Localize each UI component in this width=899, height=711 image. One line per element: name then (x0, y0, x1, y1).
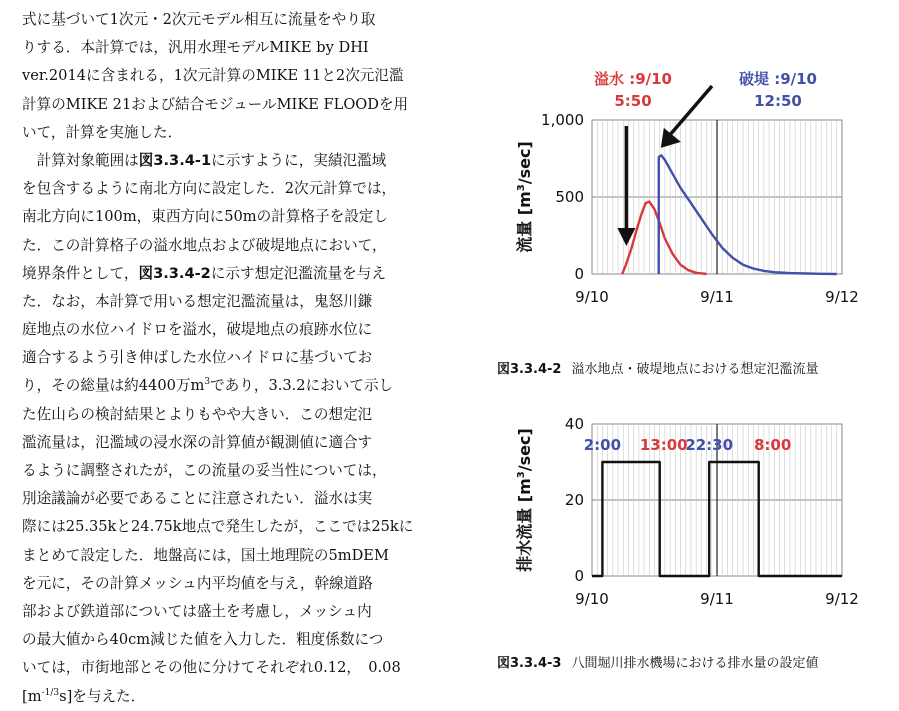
text-span: 庭地点の水位ハイドロを溢水，破堤地点の痕跡水位に (22, 321, 373, 339)
text-line (22, 119, 454, 147)
superscript: -1/3 (41, 687, 60, 698)
figure-reference: 図3.3.4-1 (138, 151, 212, 169)
text-span: s]を与えた． (59, 687, 146, 705)
y-axis-label-sup: 3 (516, 471, 527, 479)
y-axis-label-main: 流量 (515, 215, 534, 253)
text-span: た．なお，本計算で用いる想定氾濫流量は，鬼怒川鎌 (22, 292, 373, 310)
figure-caption-3-3-4-2 (497, 358, 818, 377)
text-span: を元に，その計算メッシュ内平均値を与え，幹線道路 (22, 574, 373, 592)
text-line (22, 542, 454, 570)
text-line (22, 175, 454, 203)
text-span: の最大値から40cm減じた値を入力した．粗度係数につ (22, 631, 384, 649)
text-line (22, 626, 454, 654)
figure-number: 図3.3.4-3 (497, 656, 562, 671)
text-line (22, 344, 454, 372)
text-span: 南北方向に100m，東西方向に50mの計算格子を設定し (22, 208, 388, 226)
y-tick-label: 20 (564, 491, 584, 509)
y-tick-label: 0 (574, 567, 584, 585)
text-span: 計算のMIKE 21および結合モジュールMIKE FLOODを用 (22, 95, 409, 113)
text-span: た．この計算格子の溢水地点および破堤地点において， (22, 236, 387, 254)
overflow-label: 溢水 :9/10 (593, 70, 672, 88)
figure-caption-text: 溢水地点・破堤地点における想定氾濫流量 (571, 362, 819, 377)
y-axis-label-sup: 3 (516, 184, 527, 192)
x-tick-label: 9/11 (700, 590, 734, 608)
text-span: に示す想定氾濫流量を与え (210, 264, 386, 282)
text-span: を包含するように南北方向に設定した．2次元計算では， (22, 180, 397, 198)
text-line (22, 91, 454, 119)
text-span: た佐山らの検討結果とよりもやや大きい．この想定氾 (22, 405, 373, 423)
text-span: 境界条件として， (22, 264, 139, 282)
text-span: まとめて設定した．地盤高には，国土地理院の5mDEM (22, 546, 389, 564)
text-line (22, 372, 454, 400)
text-span: 際には25.35kと24.75k地点で発生したが，ここでは25kに (22, 518, 414, 536)
series-line-2 (659, 155, 837, 274)
text-line (22, 683, 454, 711)
figure-caption-3-3-4-3 (497, 652, 818, 671)
text-line (22, 203, 454, 231)
figure-caption-text: 八間堀川排水機場における排水量の設定値 (571, 656, 819, 671)
series-line-1 (622, 202, 706, 274)
text-line (22, 288, 454, 316)
x-tick-label: 9/10 (575, 590, 609, 608)
text-span: りする．本計算では，汎用水理モデルMIKE by DHI (22, 39, 369, 57)
text-line (22, 485, 454, 513)
time-label: 2:00 (583, 436, 622, 454)
x-tick-label: 9/10 (575, 288, 609, 306)
text-span: 計算対象範囲は (22, 151, 139, 169)
text-span: に示すように，実績氾濫域 (211, 151, 387, 169)
text-line (22, 232, 454, 260)
figure-reference: 図3.3.4-2 (138, 264, 211, 282)
text-line (22, 34, 454, 62)
y-axis-label-main: 排水流量 (515, 502, 534, 572)
y-axis-label-unit-tail: /sec] (515, 141, 534, 185)
body-text (22, 6, 454, 711)
text-line (22, 62, 454, 90)
time-label: 13:00 (639, 436, 688, 454)
text-line (22, 654, 454, 682)
text-span: 式に基づいて1次元・2次元モデル相互に流量をやり取 (22, 11, 376, 28)
text-span: いては，市街地部とその他に分けてそれぞれ0.12， 0.08 (22, 659, 401, 677)
y-axis-label (515, 141, 534, 253)
x-tick-label: 9/12 (825, 590, 859, 608)
text-span: 別途議論が必要であることに注意されたい．溢水は実 (22, 490, 373, 508)
y-tick-label: 40 (564, 415, 584, 433)
text-span: [m (22, 687, 42, 705)
superscript: 3 (204, 377, 211, 388)
y-tick-label: 1,000 (541, 111, 584, 129)
figure-number: 図3.3.4-2 (497, 362, 562, 377)
y-tick-label: 500 (555, 188, 584, 206)
text-span: いて，計算を実施した． (22, 123, 183, 141)
text-line (22, 147, 454, 175)
text-line (22, 260, 454, 288)
text-line (22, 598, 454, 626)
y-axis-label (515, 428, 534, 572)
text-line (22, 401, 454, 429)
text-span: 濫流量は，氾濫域の浸水深の計算値が観測値に適合す (22, 433, 373, 451)
text-line (22, 513, 454, 541)
flood-flow-chart (480, 100, 880, 320)
breach-arrow-head (661, 128, 681, 148)
breach-label: 破堤 :9/10 (738, 70, 817, 88)
text-span: 部および鉄道部については盛土を考慮し，メッシュ内 (22, 602, 372, 620)
text-line (22, 570, 454, 598)
text-line (22, 316, 454, 344)
breach-time: 12:50 (754, 92, 802, 110)
text-span: ver.2014に含まれる，1次元計算のMIKE 11と2次元氾濫 (22, 67, 404, 85)
text-line (22, 429, 454, 457)
y-tick-label: 0 (574, 265, 584, 283)
time-label: 8:00 (754, 436, 792, 454)
text-line (22, 6, 454, 34)
flood-flow-chart-svg (480, 100, 880, 320)
y-axis-label-unit-tail: /sec] (515, 428, 534, 472)
x-tick-label: 9/11 (700, 288, 734, 306)
time-label: 22:30 (685, 436, 734, 454)
text-span: であり，3.3.2において示し (210, 377, 394, 395)
text-line (22, 457, 454, 485)
text-span: 適合するよう引き伸ばした水位ハイドロに基づいてお (22, 349, 373, 367)
text-span: るように調整されたが，この流量の妥当性については， (22, 462, 387, 479)
drainage-chart-svg (480, 410, 880, 615)
y-axis-label-unit: [m (515, 191, 534, 216)
text-span: り，その総量は約4400万m (22, 377, 205, 395)
overflow-time: 5:50 (614, 92, 652, 110)
y-axis-label-unit: [m (515, 478, 534, 503)
drainage-chart (480, 410, 880, 615)
x-tick-label: 9/12 (825, 288, 859, 306)
